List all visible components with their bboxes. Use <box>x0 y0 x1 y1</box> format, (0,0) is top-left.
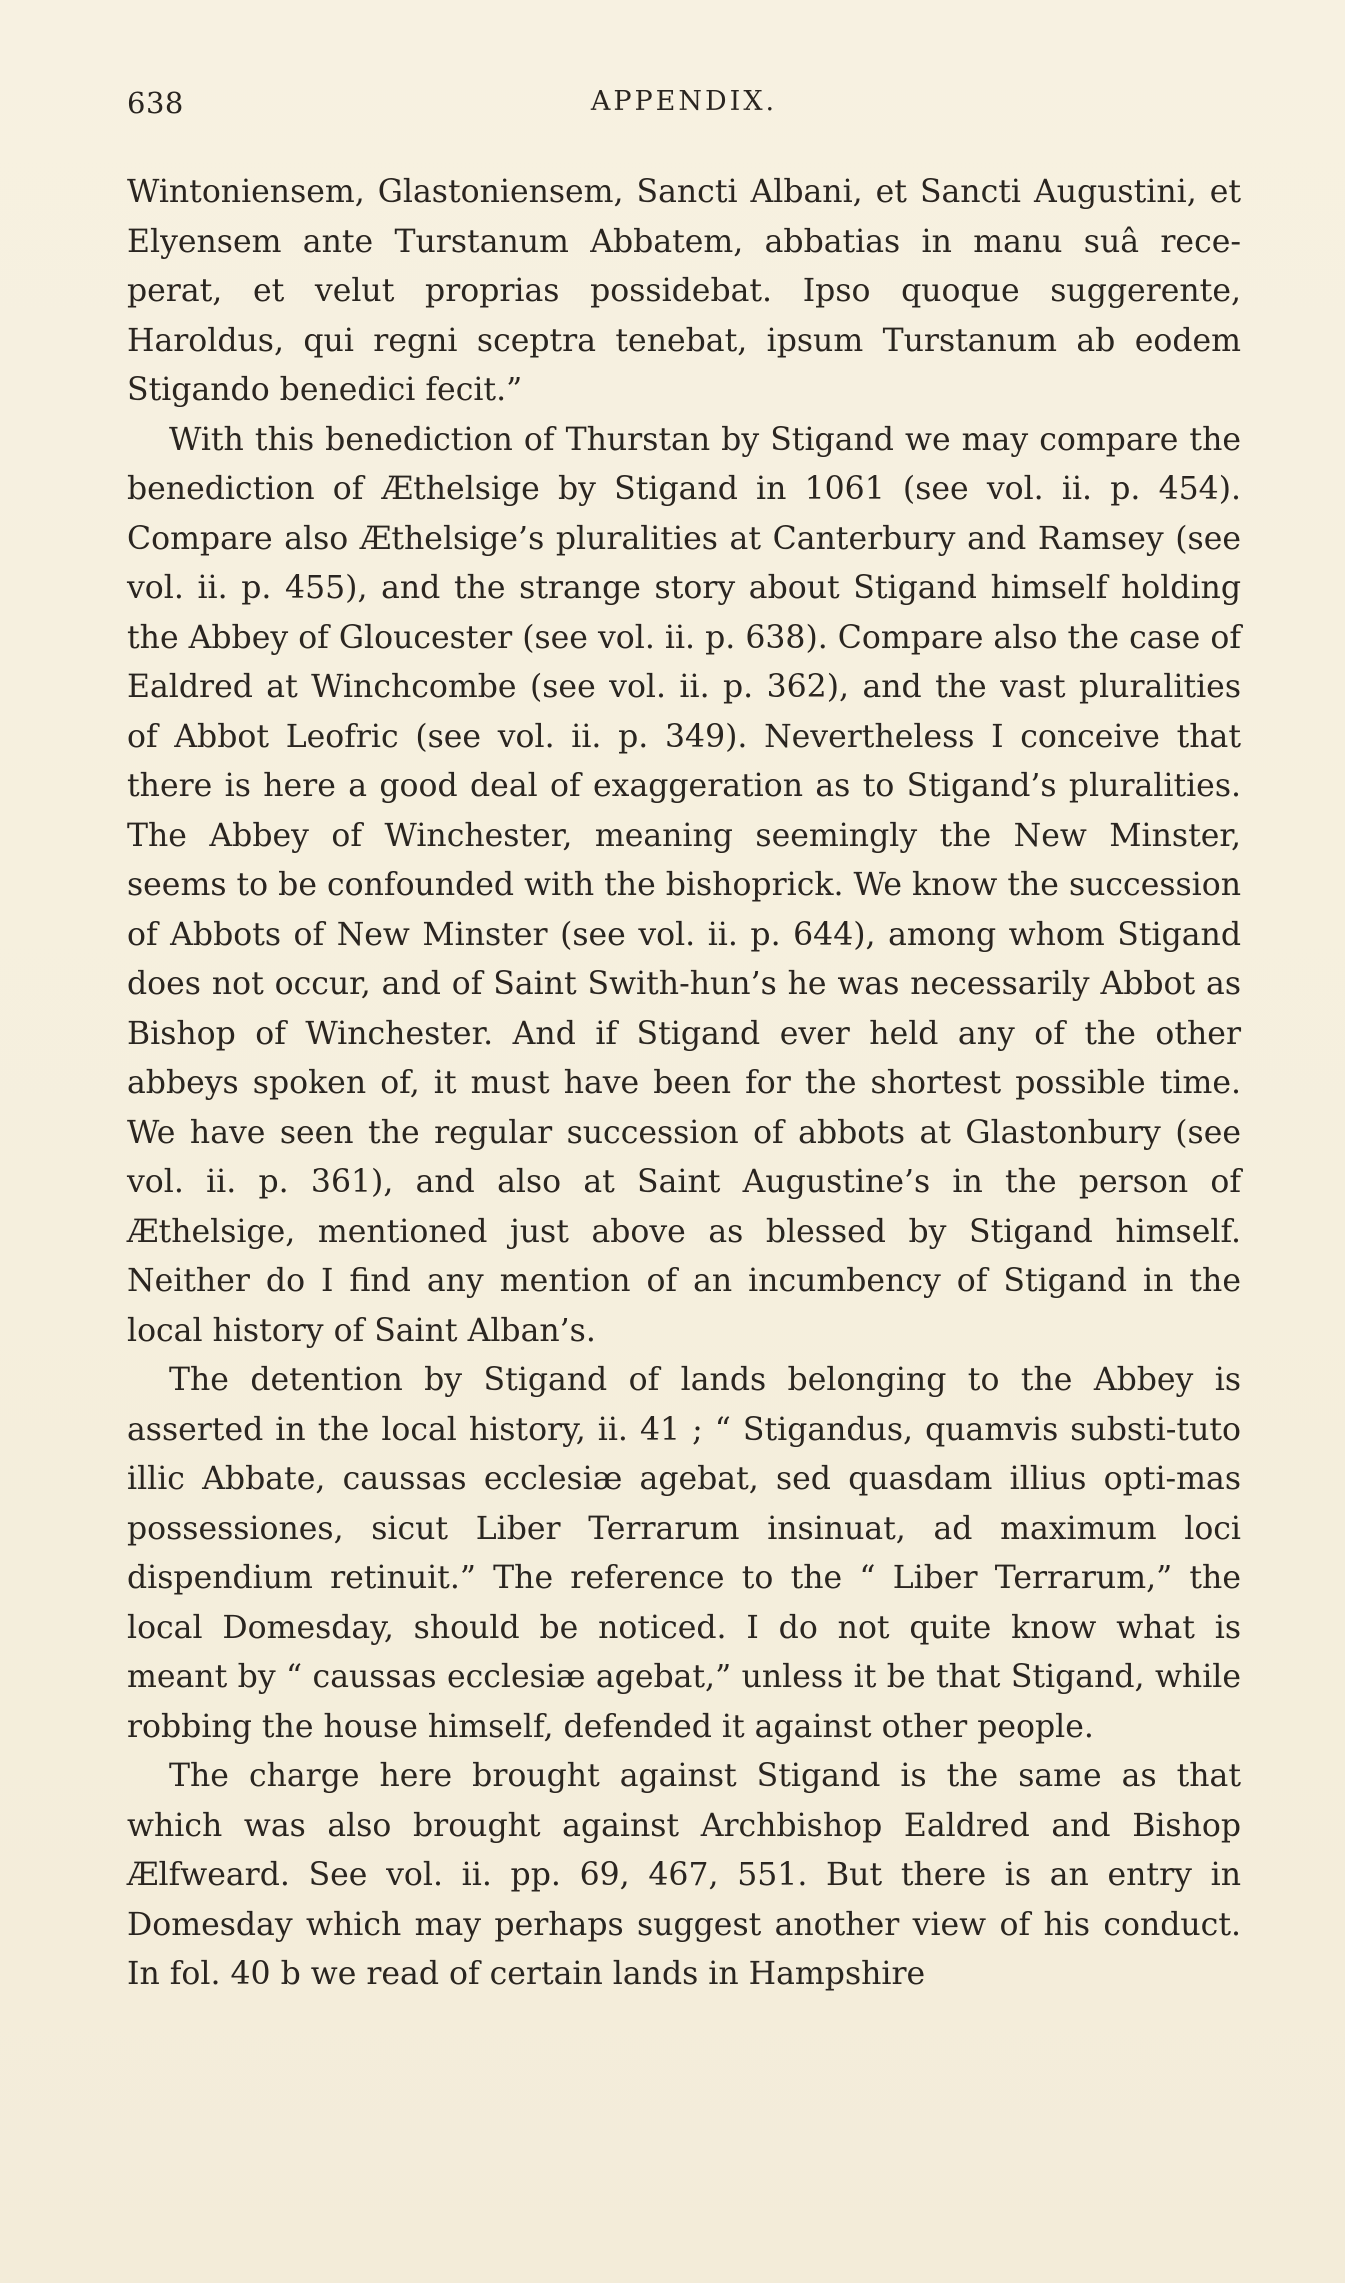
paragraph-benediction: With this benediction of Thurstan by Stigand we may compare the benediction of Æthelsige by Stigand in 1061 (see vol. ii. p. 454). Compare also Æthelsige’s pluralities at Canterbury and Ramsey (see vol. ii. p. 455), and the strange story about Stigand himself holding the Abbey of Gloucester (see vol. ii. p. 638). Compare also the case of Ealdred at Winchcombe (see vol. ii. p. 362), and the vast pluralities of Abbot Leofric (see vol. ii. p. 349). Nevertheless I conceive that there is here a good deal of exaggeration as to Stigand’s pluralities. The Abbey of Winchester, meaning seemingly the New Minster, seems to be confounded with the bishoprick. We know the succession of Abbots of New Minster (see vol. ii. p. 644), among whom Stigand does not occur, and of Saint Swith-hun’s he was necessarily Abbot as Bishop of Winchester. And if Stigand ever held any of the other abbeys spoken of, it must have been for the shortest possible time. We have seen the regular succession of abbots at Glastonbury (see vol. ii. p. 361), and also at Saint Augustine’s in the person of Æthelsige, mentioned just above as blessed by Stigand himself. Neither do I find any mention of an incumbency of Stigand in the local history of Saint Alban’s. <box>127 421 1241 1349</box>
paragraph-continuation: Wintoniensem, Glastoniensem, Sancti Albani, et Sancti Augustini, et Elyensem ante Turstanum Abbatem, abbatias in manu suâ rece-perat, et velut proprias possidebat. Ipso quoque suggerente, Haroldus, qui regni sceptra tenebat, ipsum Turstanum ab eodem Stigando benedici fecit.” <box>127 174 1241 408</box>
running-head: APPENDIX. <box>590 86 778 117</box>
page-header <box>127 86 1241 126</box>
page-number: 638 <box>127 86 184 120</box>
paragraph-detention: The detention by Stigand of lands belonging to the Abbey is asserted in the local history, ii. 41 ; “ Stigandus, quamvis substi-tuto illic Abbate, caussas ecclesiæ agebat, sed quasdam illius opti-mas possessiones, sicut Liber Terrarum insinuat, ad maximum loci dispendium retinuit.” The reference to the “ Liber Terrarum,” the local Domesday, should be noticed. I do not quite know what is meant by “ caussas ecclesiæ agebat,” unless it be that Stigand, while robbing the house himself, defended it against other people. <box>127 1362 1241 1745</box>
body-text <box>127 168 1241 2000</box>
paragraph-charge: The charge here brought against Stigand is the same as that which was also brought against Archbishop Ealdred and Bishop Ælfweard. See vol. ii. pp. 69, 467, 551. But there is an entry in Domesday which may perhaps suggest another view of his conduct. In fol. 40 b we read of certain lands in Hampshire <box>127 1758 1241 1992</box>
